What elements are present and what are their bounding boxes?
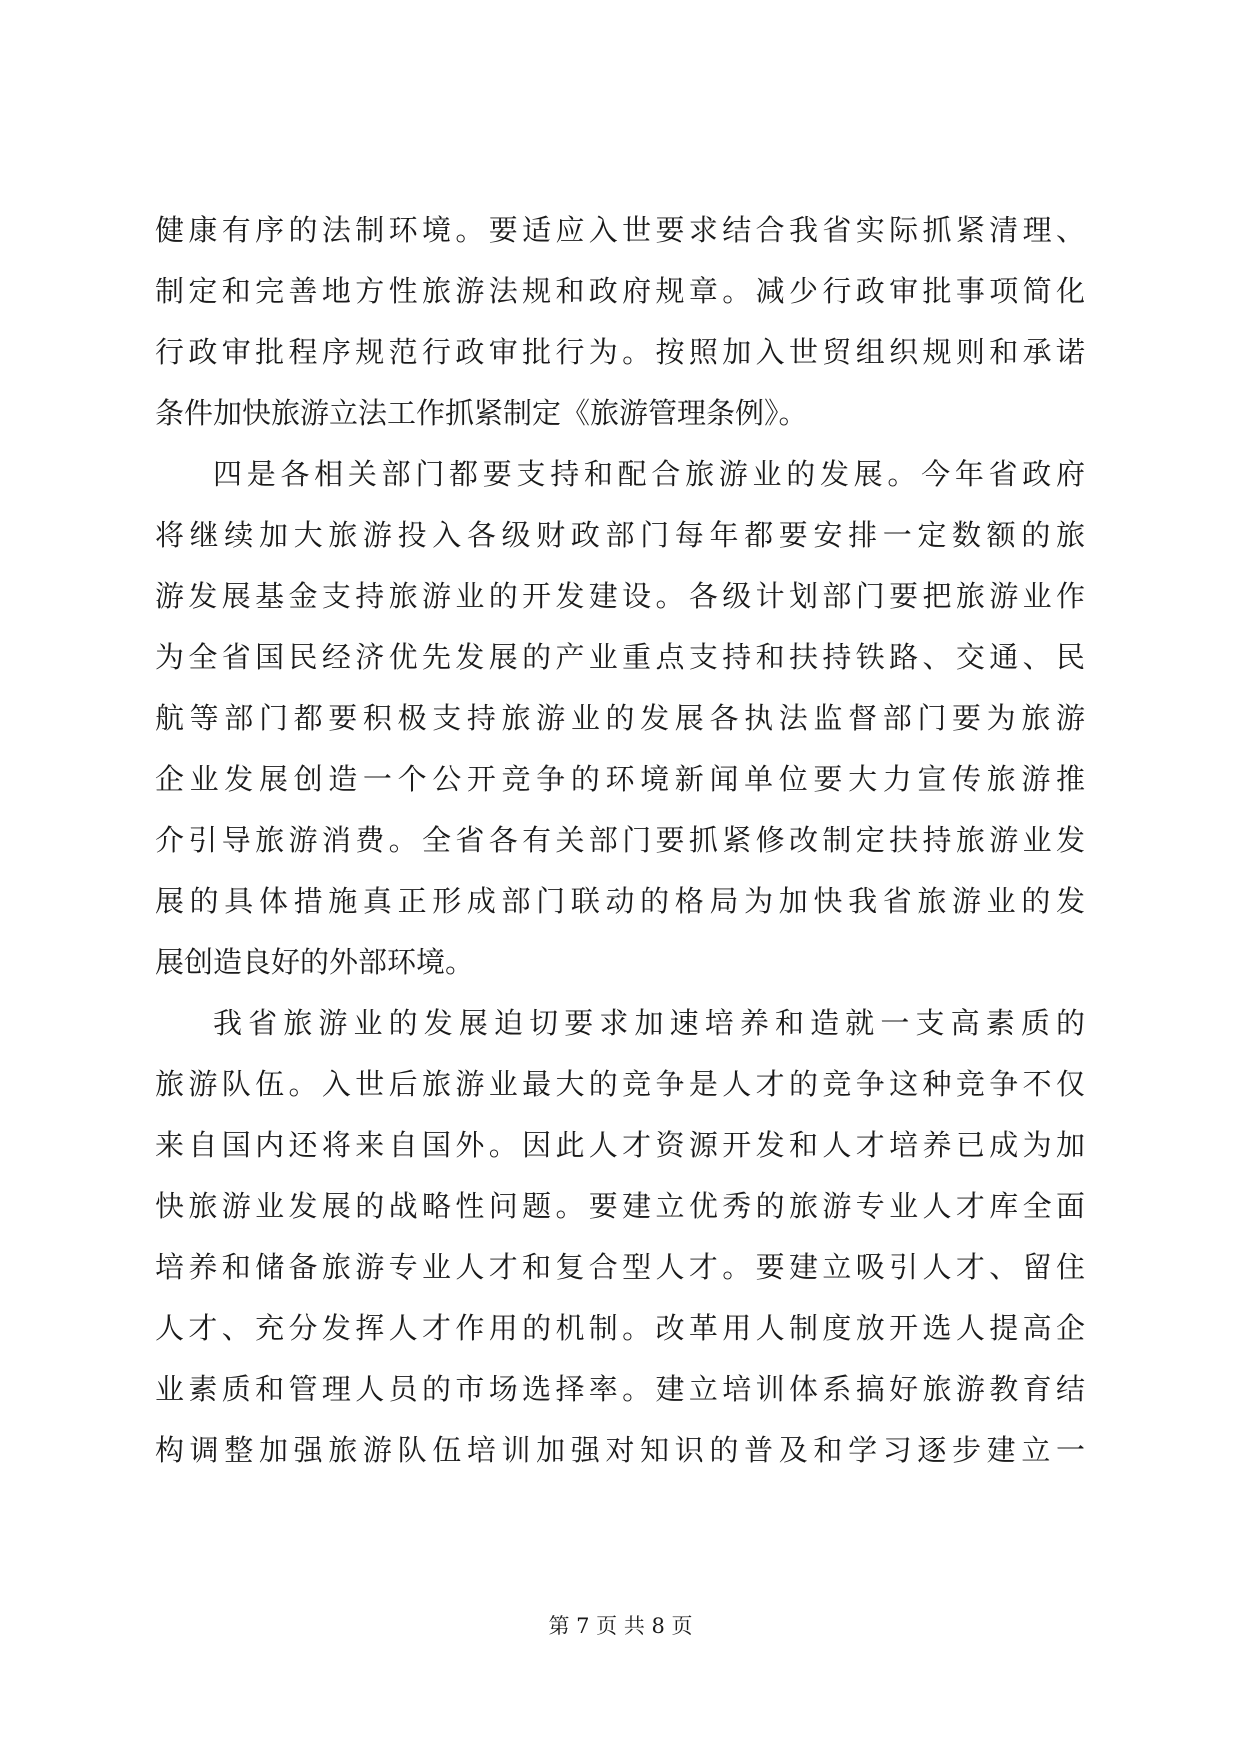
text-line: 旅游队伍。入世后旅游业最大的竞争是人才的竞争这种竞争不仅 <box>155 1067 1085 1101</box>
text-line: 行政审批程序规范行政审批行为。按照加入世贸组织规则和承诺 <box>155 335 1085 369</box>
text-line: 快旅游业发展的战略性问题。要建立优秀的旅游专业人才库全面 <box>155 1189 1085 1223</box>
text-line: 培养和储备旅游专业人才和复合型人才。要建立吸引人才、留住 <box>155 1250 1085 1284</box>
text-line: 四是各相关部门都要支持和配合旅游业的发展。今年省政府 <box>213 457 1085 491</box>
text-line: 为全省国民经济优先发展的产业重点支持和扶持铁路、交通、民 <box>155 640 1085 674</box>
text-line: 航等部门都要积极支持旅游业的发展各执法监督部门要为旅游 <box>155 701 1085 735</box>
text-line: 介引导旅游消费。全省各有关部门要抓紧修改制定扶持旅游业发 <box>155 823 1085 857</box>
text-line: 游发展基金支持旅游业的开发建设。各级计划部门要把旅游业作 <box>155 579 1085 613</box>
text-line: 业素质和管理人员的市场选择率。建立培训体系搞好旅游教育结 <box>155 1372 1085 1406</box>
text-line: 展的具体措施真正形成部门联动的格局为加快我省旅游业的发 <box>155 884 1085 918</box>
text-line: 展创造良好的外部环境。 <box>155 945 475 979</box>
text-line: 来自国内还将来自国外。因此人才资源开发和人才培养已成为加 <box>155 1128 1085 1162</box>
page-footer: 第 7 页 共 8 页 <box>548 1614 693 1638</box>
body-text <box>155 200 1085 1481</box>
text-line: 企业发展创造一个公开竞争的环境新闻单位要大力宣传旅游推 <box>155 762 1085 796</box>
text-line: 制定和完善地方性旅游法规和政府规章。减少行政审批事项简化 <box>155 274 1085 308</box>
text-line: 我省旅游业的发展迫切要求加速培养和造就一支高素质的 <box>213 1006 1085 1040</box>
text-line: 人才、充分发挥人才作用的机制。改革用人制度放开选人提高企 <box>155 1311 1085 1345</box>
text-line: 构调整加强旅游队伍培训加强对知识的普及和学习逐步建立一 <box>155 1433 1085 1467</box>
text-line: 将继续加大旅游投入各级财政部门每年都要安排一定数额的旅 <box>155 518 1085 552</box>
text-line: 健康有序的法制环境。要适应入世要求结合我省实际抓紧清理、 <box>155 213 1085 247</box>
text-line: 条件加快旅游立法工作抓紧制定《旅游管理条例》。 <box>155 396 808 430</box>
